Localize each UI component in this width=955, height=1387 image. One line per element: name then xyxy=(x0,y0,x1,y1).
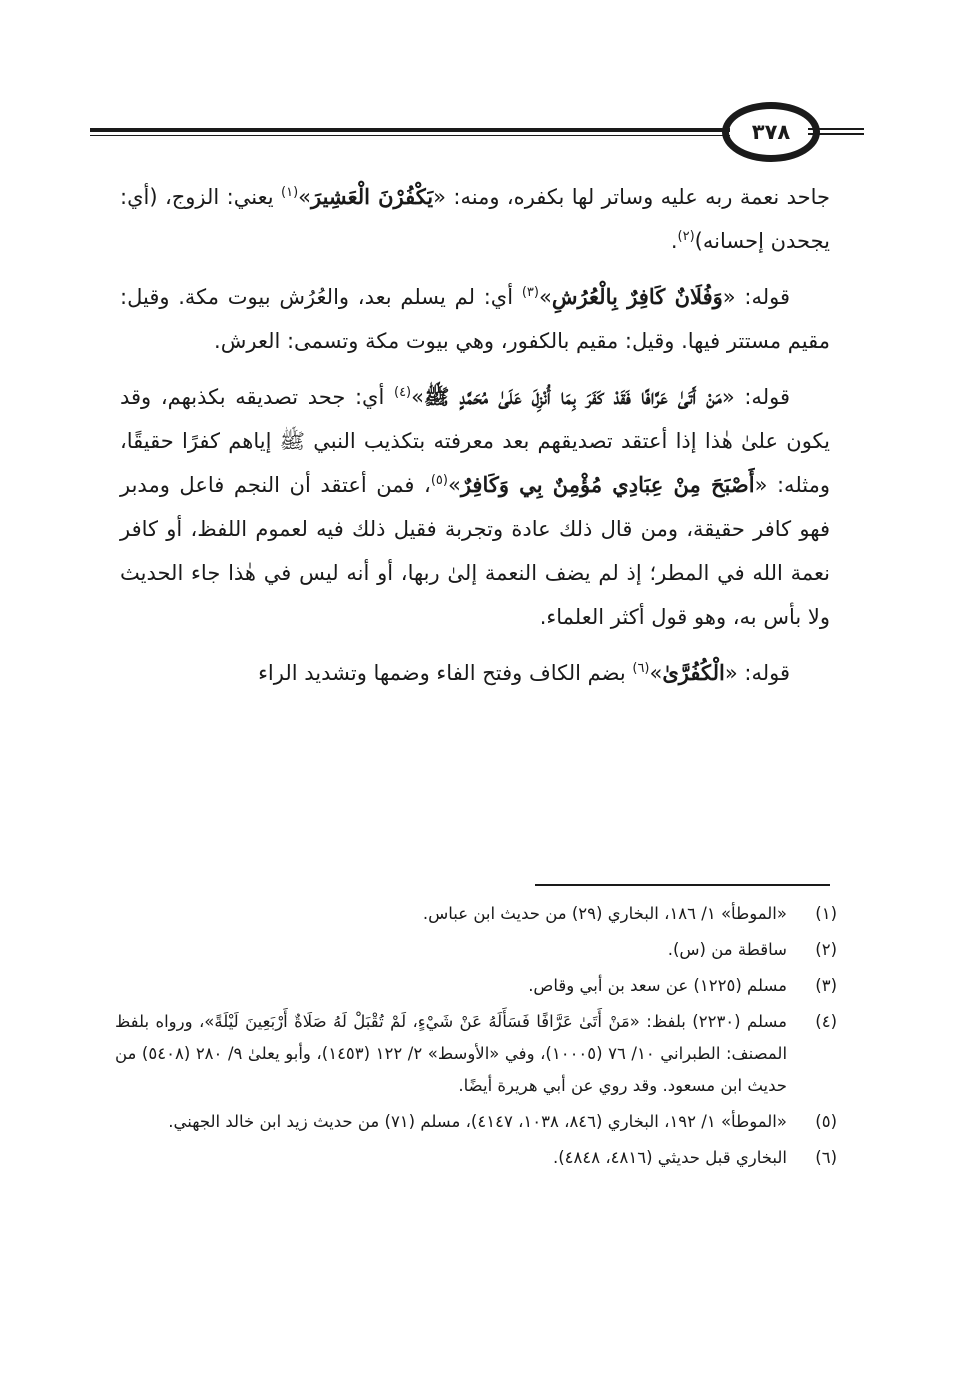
footnote-text: «الموطأ» ١/ ١٨٦، البخاري (٢٩) من حديث ابن عباس. xyxy=(422,904,787,923)
footnote-ref: (٢) xyxy=(677,229,695,244)
footnote-ref: (٤) xyxy=(393,385,412,400)
footnote-number: (٢) xyxy=(815,940,837,959)
footnote-number: (٣) xyxy=(815,976,837,995)
footnote-item xyxy=(115,1142,837,1174)
paragraph-2: قوله: «وَفُلَانٌ كَافِرٌ بِالْعُرُشِ»$^{(٣)}$ أي: لم يسلم بعد، والعُرُش بيوت مكة. وقيل: مقيم مستتر فيها. وقيل: مقيم بالكفور، وهي بيوت مكة وتسمى: العرش. xyxy=(120,284,830,353)
footnote-number: (٤) xyxy=(815,1012,837,1031)
main-text xyxy=(120,175,830,707)
paragraph-1: جاحد نعمة ربه عليه وساتر لها بكفره، ومنه: «يَكْفُرْنَ الْعَشِيرَ»$^{(١)}$ يعني: الزوج، (أي: يجحدن إحسانه)$^{(٢)}$. xyxy=(120,184,830,253)
footnote-item xyxy=(115,934,837,966)
hadith-quote: وَفُلَانٌ كَافِرٌ بِالْعُرُشِ xyxy=(551,284,723,309)
footnote-text: مسلم (١٢٢٥) عن سعد بن أبي وقاص. xyxy=(528,976,787,995)
footnote-ref: (٦) xyxy=(632,661,650,676)
hadith-quote: مَنْ أَتَىٰ عَرَّافًا فَقَدْ كَفَرَ بِمَا أُنْزِلَ عَلَىٰ مُحَمَّدٍ ﷺ xyxy=(423,384,722,409)
footnote-item xyxy=(115,1106,837,1138)
footnote-item xyxy=(115,1006,837,1102)
footnote-item xyxy=(115,970,837,1002)
page-number: ٣٧٨ xyxy=(722,102,820,162)
footnotes xyxy=(115,898,837,1178)
footnote-text: البخاري قبل حديثي (٤٨١٦، ٤٨٤٨). xyxy=(552,1148,787,1167)
footnote-number: (١) xyxy=(815,904,837,923)
hadith-quote: يَكْفُرْنَ الْعَشِيرَ xyxy=(311,184,434,209)
header-rule xyxy=(90,128,730,134)
footnote-number: (٦) xyxy=(815,1148,837,1167)
footnote-separator xyxy=(535,884,830,886)
footnote-item xyxy=(115,898,837,930)
footnote-text: «الموطأ» ١/ ١٩٢، البخاري (٨٤٦، ١٠٣٨، ٤١٤٧)، مسلم (٧١) من حديث زيد ابن خالد الجهني. xyxy=(168,1112,787,1131)
footnote-ref: (٣) xyxy=(521,285,539,300)
footnote-ref: (٥) xyxy=(430,473,448,488)
footnote-text: مسلم (٢٢٣٠) بلفظ: «مَنْ أَتَىٰ عَرَّافًا فَسَأَلَهُ عَنْ شَيْءٍ، لَمْ تُقْبَلْ لَهُ صَلَاةٌ أَرْبَعِينَ لَيْلَةً»، ورواه بلفظ المصنف: الطبراني ١٠/ ٧٦ (١٠٠٠٥)، وفي «الأوسط» ٢/ ١٢٢ (١٤٥٣)، وأبو يعلىٰ ٩/ ٢٨٠ (٥٤٠٨) من حديث ابن مسعود. وقد روي عن أبي هريرة أيضًا. xyxy=(115,1012,788,1095)
footnote-text: ساقطة من (س). xyxy=(667,940,787,959)
hadith-quote: أَصْبَحَ مِنْ عِبَادِي مُؤْمِنٌ بِي وَكَافِرٌ xyxy=(460,472,755,497)
footnote-ref: (١) xyxy=(281,185,299,200)
footnote-number: (٥) xyxy=(815,1112,837,1131)
hadith-quote: الْكُفُرَّىٰ xyxy=(662,660,725,685)
paragraph-3: قوله: «مَنْ أَتَىٰ عَرَّافًا فَقَدْ كَفَرَ بِمَا أُنْزِلَ عَلَىٰ مُحَمَّدٍ ﷺ»$^{(٤)}$ أي: جحد تصديقه بكذبهم، وقد يكون علىٰ هٰذا إذا أعتقد تصديقهم بعد معرفته بتكذيب النبي ﷺ إياهم كفرًا حقيقًا، ومثله: «أَصْبَحَ مِنْ عِبَادِي مُؤْمِنٌ بِي وَكَافِرٌ»$^{(٥)}$، فمن أعتقد أن النجم فاعل ومدبر فهو كافر حقيقة، ومن قال ذلك عادة وتجربة فقيل ذلك فيه لعموم اللفظ، أو كافر نعمة الله في المطر؛ إذ لم يضف النعمة إلىٰ ربها، أو أنه ليس في هٰذا جاء الحديث ولا بأس به، وهو قول أكثر العلماء. xyxy=(120,384,830,629)
paragraph-4: قوله: «الْكُفُرَّىٰ»$^{(٦)}$ بضم الكاف وفتح الفاء وضمها وتشديد الراء xyxy=(258,660,790,685)
